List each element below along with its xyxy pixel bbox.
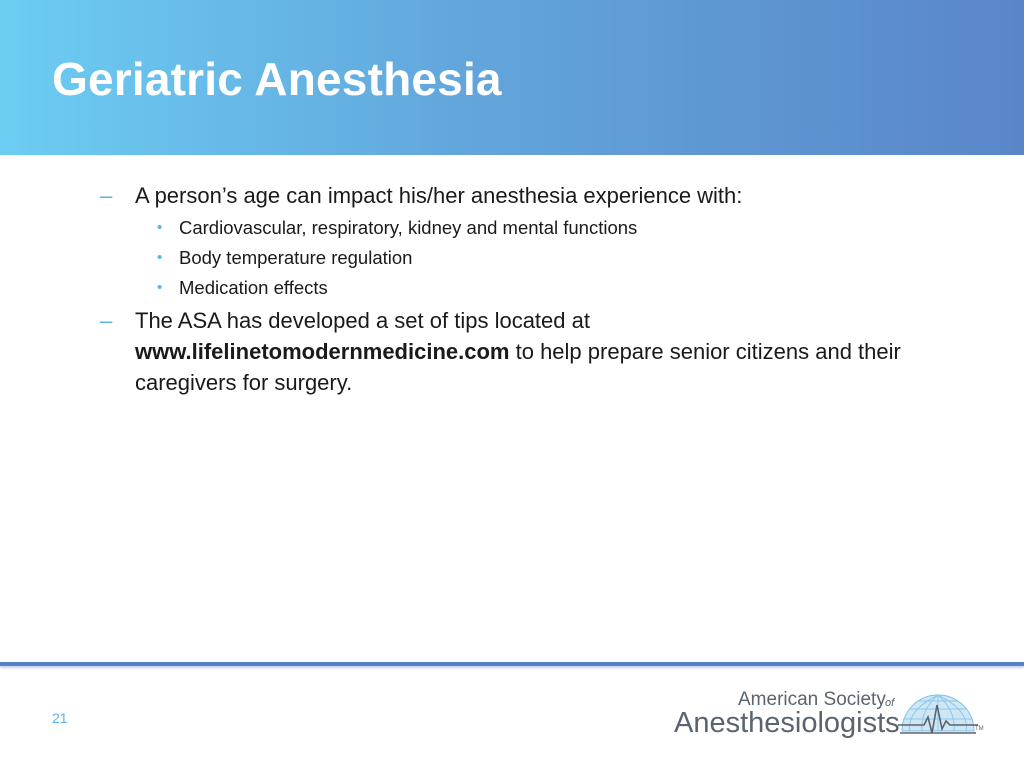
sub-bullet-text: Body temperature regulation	[179, 247, 413, 268]
page-number: 21	[52, 710, 68, 726]
bullet-text-lead: The ASA has developed a set of tips located at	[135, 308, 590, 333]
title-banner	[0, 0, 1024, 155]
dot-bullet-icon: •	[157, 249, 163, 266]
dot-bullet-icon: •	[157, 219, 163, 236]
bullet-item	[100, 180, 990, 211]
sub-bullet-item	[100, 245, 990, 271]
slide-body	[100, 180, 990, 398]
logo-text-of: of	[885, 697, 895, 709]
dot-bullet-icon: •	[157, 279, 163, 296]
website-link[interactable]: www.lifelinetomodernmedicine.com	[135, 339, 510, 364]
logo-text-line2: Anesthesiologists	[674, 707, 900, 739]
dash-bullet-icon: –	[100, 183, 113, 208]
bullet-item	[100, 305, 990, 398]
bullet-text: A person’s age can impact his/her anesthesia experience with:	[135, 183, 743, 208]
bullet-text	[135, 305, 990, 398]
sub-bullet-text: Medication effects	[179, 277, 328, 298]
sub-bullet-item	[100, 275, 990, 301]
bullet-text-tail: to help prepare senior citizens and their caregivers for surgery.	[135, 339, 901, 395]
globe-heartbeat-icon	[898, 687, 978, 739]
footer-divider	[0, 662, 1024, 666]
slide-title: Geriatric Anesthesia	[52, 53, 502, 105]
logo-trademark: TM	[975, 726, 984, 732]
logo-text-line1: American Society	[738, 689, 886, 710]
dash-bullet-icon: –	[100, 308, 113, 333]
asa-logo	[674, 685, 994, 745]
sub-bullet-item	[100, 215, 990, 241]
sub-bullet-text: Cardiovascular, respiratory, kidney and mental functions	[179, 217, 638, 238]
